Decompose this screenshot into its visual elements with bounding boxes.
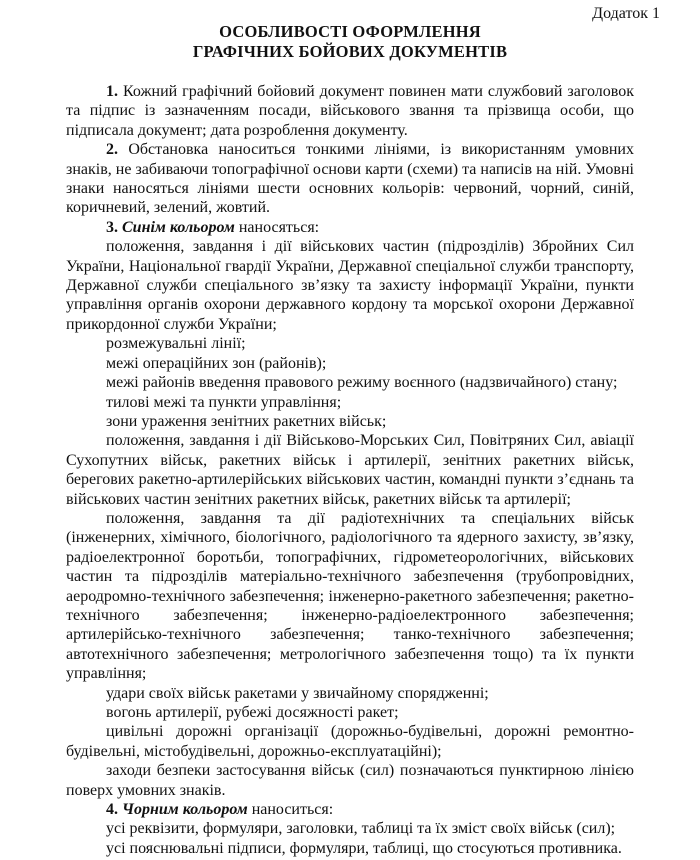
section-3-number: 3. <box>106 218 118 236</box>
list-item: усі пояснювальні підписи, формуляри, таблиці, що стосуються противника. <box>106 839 622 857</box>
section-4-tail: наноситься: <box>251 801 334 819</box>
list-item: тилові межі та пункти управління; <box>106 393 342 411</box>
section-2-paragraph <box>66 140 634 218</box>
section-3-heading <box>66 218 634 237</box>
list-item: межі районів введення правового режиму воєнного (надзвичайного) стану; <box>106 374 618 392</box>
section-1-number: 1. <box>106 83 118 100</box>
list-item: вогонь артилерії, рубежі досяжності ракет; <box>106 704 399 721</box>
list-item: удари своїх військ ракетами у звичайному спорядженні; <box>106 684 489 702</box>
section-4-number: 4. <box>106 801 118 819</box>
document-title <box>0 22 700 62</box>
list-item: усі реквізити, формуляри, заголовки, таблиці та їх зміст своїх військ (сил); <box>106 820 616 838</box>
section-1-paragraph <box>66 82 634 140</box>
list-item: положення, завдання і дії Військово-Морських Сил, Повітряних Сил, авіації Сухопутних військ, ракетних військ і артилерії, зенітних ракетних військ, берегових ракетно-артилерійських військових частин, командні пункти з’єднань та військових частин зенітних ракетних військ, ракетних військ та артилерії; <box>66 432 634 508</box>
appendix-label: Додаток 1 <box>592 5 660 22</box>
section-3-color-word: Синім кольором <box>122 218 235 236</box>
section-2-text: Обстановка наноситься тонкими лініями, із використанням умовних знаків, не забиваючи топографічної основи карти (схеми) та написів на ній. Умовні знаки наносяться лініями шести основних кольорів: червоний, чорний, синій, коричневий, зелений, жовтий. <box>66 141 634 217</box>
list-item: заходи безпеки застосування військ (сил) позначаються пунктирною лінією поверх умовних знаків. <box>66 762 634 799</box>
list-item: зони ураження зенітних ракетних військ; <box>106 412 387 430</box>
section-1-text: Кожний графічний бойовий документ повинен мати службовий заголовок та підпис із зазначенням посади, військового звання та прізвища особи, що підписала документ; дата розроблення документу. <box>66 83 635 139</box>
list-item: розмежувальні лінії; <box>106 335 246 353</box>
section-2-number: 2. <box>106 141 118 159</box>
section-4-heading <box>66 800 634 819</box>
title-line-2: ГРАФІЧНИХ БОЙОВИХ ДОКУМЕНТІВ <box>192 42 508 61</box>
document-body <box>66 82 634 858</box>
list-item: положення, завдання та дії радіотехнічних та спеціальних військ (інженерних, хімічного, біологічного, радіологічного та ядерного захисту, зв’язку, радіоелектронної боротьби, топографічних, гідрометеорологічних, військових частин та підрозділів матеріально-технічного забезпечення (трубопровідних, аеродромно-технічного забезпечення; інженерно-ракетного забезпечення; ракетно-технічного забезпечення; інженерно-радіоелектронного забезпечення; артилерійсько-технічного забезпечення; танко-технічного забезпечення; автотехнічного забезпечення; метрологічного забезпечення тощо) та їх пункти управління; <box>66 509 634 683</box>
list-item: положення, завдання і дії військових частин (підрозділів) Збройних Сил України, Національної гвардії України, Державної спеціальної служби транспорту, Державної служби спеціального зв’язку та захисту інформації України, пункти управління органів охорони державного кордону та морської охорони Державної прикордонної служби України; <box>66 238 634 333</box>
list-item: цивільні дорожні організації (дорожньо-будівельні, дорожні ремонтно-будівельні, містобудівельні, дорожньо-експлуатаційні); <box>66 723 634 760</box>
title-line-1: ОСОБЛИВОСТІ ОФОРМЛЕННЯ <box>219 22 481 41</box>
list-item: межі операційних зон (районів); <box>106 354 327 372</box>
section-4-color-word: Чорним кольором <box>122 801 248 819</box>
section-3-tail: наносяться: <box>238 218 320 236</box>
